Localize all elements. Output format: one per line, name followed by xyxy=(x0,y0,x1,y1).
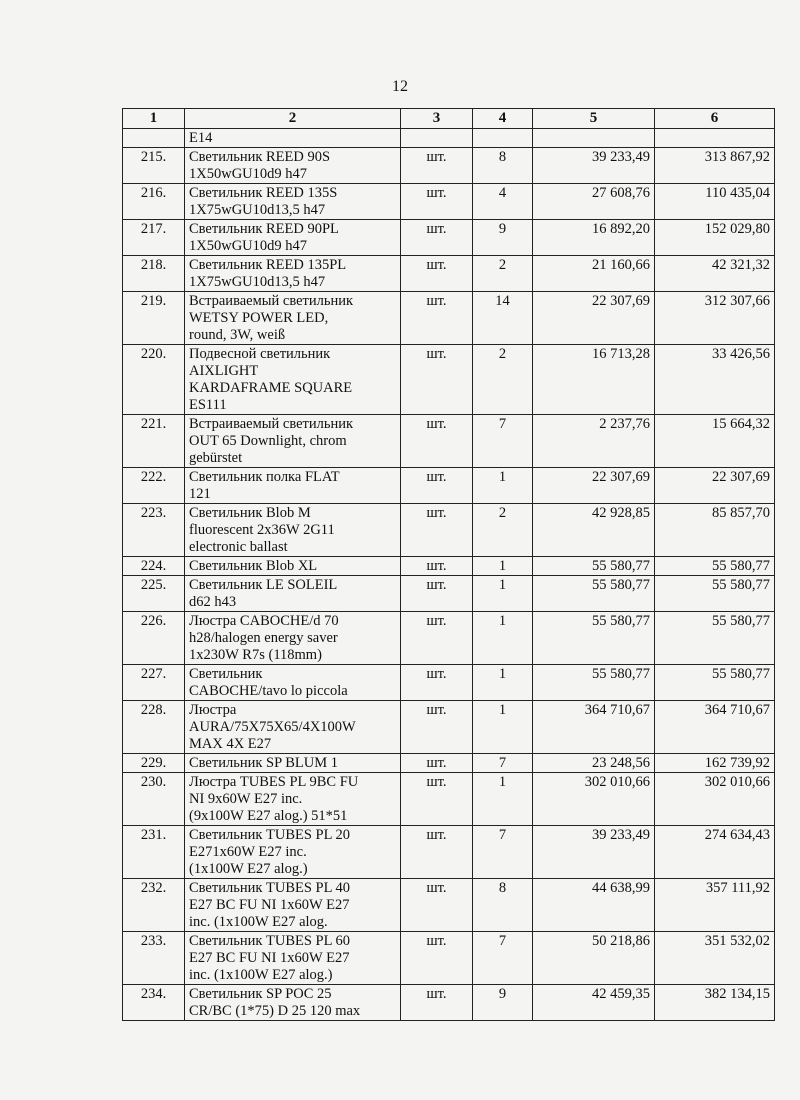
row-number-cell: 224. xyxy=(123,557,185,576)
total-cell: 22 307,69 xyxy=(655,468,775,504)
total-cell xyxy=(655,129,775,148)
table-row xyxy=(123,612,775,665)
unit-cell: шт. xyxy=(401,557,473,576)
column-header: 3 xyxy=(401,109,473,129)
unit-price-cell: 39 233,49 xyxy=(533,826,655,879)
row-number-cell: 219. xyxy=(123,292,185,345)
quantity-cell: 7 xyxy=(473,415,533,468)
row-number-cell: 228. xyxy=(123,701,185,754)
item-name-cell: E14 xyxy=(185,129,401,148)
item-name-cell: Светильник Blob XL xyxy=(185,557,401,576)
table-row xyxy=(123,665,775,701)
unit-price-cell: 27 608,76 xyxy=(533,184,655,220)
row-number-cell: 234. xyxy=(123,985,185,1021)
quantity-cell xyxy=(473,129,533,148)
quantity-cell: 1 xyxy=(473,576,533,612)
quantity-cell: 8 xyxy=(473,148,533,184)
total-cell: 364 710,67 xyxy=(655,701,775,754)
unit-cell: шт. xyxy=(401,701,473,754)
unit-cell: шт. xyxy=(401,468,473,504)
unit-price-cell: 21 160,66 xyxy=(533,256,655,292)
item-name-cell: Светильник Blob M fluorescent 2x36W 2G11 electronic ballast xyxy=(185,504,401,557)
table-row xyxy=(123,256,775,292)
unit-price-cell xyxy=(533,129,655,148)
unit-cell: шт. xyxy=(401,345,473,415)
quantity-cell: 1 xyxy=(473,701,533,754)
unit-price-cell: 2 237,76 xyxy=(533,415,655,468)
table-body xyxy=(123,129,775,1021)
page-number: 12 xyxy=(392,78,408,95)
total-cell: 382 134,15 xyxy=(655,985,775,1021)
table-row xyxy=(123,148,775,184)
quantity-cell: 2 xyxy=(473,256,533,292)
unit-cell: шт. xyxy=(401,773,473,826)
item-name-cell: Встраиваемый светильник WETSY POWER LED, round, 3W, weiß xyxy=(185,292,401,345)
table-row xyxy=(123,754,775,773)
quantity-cell: 7 xyxy=(473,754,533,773)
unit-cell: шт. xyxy=(401,184,473,220)
quantity-cell: 2 xyxy=(473,345,533,415)
row-number-cell: 232. xyxy=(123,879,185,932)
unit-cell: шт. xyxy=(401,754,473,773)
total-cell: 33 426,56 xyxy=(655,345,775,415)
unit-price-cell: 42 459,35 xyxy=(533,985,655,1021)
unit-cell: шт. xyxy=(401,576,473,612)
quantity-cell: 8 xyxy=(473,879,533,932)
unit-price-cell: 55 580,77 xyxy=(533,612,655,665)
total-cell: 162 739,92 xyxy=(655,754,775,773)
unit-cell: шт. xyxy=(401,932,473,985)
quantity-cell: 14 xyxy=(473,292,533,345)
item-name-cell: Светильник TUBES PL 40 E27 BC FU NI 1x60W E27 inc. (1x100W E27 alog. xyxy=(185,879,401,932)
row-number-cell: 226. xyxy=(123,612,185,665)
item-name-cell: Светильник REED 135PL 1X75wGU10d13,5 h47 xyxy=(185,256,401,292)
total-cell: 313 867,92 xyxy=(655,148,775,184)
unit-cell: шт. xyxy=(401,504,473,557)
unit-price-cell: 16 892,20 xyxy=(533,220,655,256)
table-row xyxy=(123,220,775,256)
total-cell: 15 664,32 xyxy=(655,415,775,468)
item-name-cell: Светильник TUBES PL 60 E27 BC FU NI 1x60W E27 inc. (1x100W E27 alog.) xyxy=(185,932,401,985)
unit-cell: шт. xyxy=(401,826,473,879)
item-name-cell: Светильник REED 90PL 1X50wGU10d9 h47 xyxy=(185,220,401,256)
item-name-cell: Подвесной светильник AIXLIGHT KARDAFRAME SQUARE ES111 xyxy=(185,345,401,415)
total-cell: 55 580,77 xyxy=(655,612,775,665)
table-row xyxy=(123,879,775,932)
table-row xyxy=(123,576,775,612)
table-row xyxy=(123,701,775,754)
total-cell: 55 580,77 xyxy=(655,665,775,701)
quantity-cell: 1 xyxy=(473,773,533,826)
quantity-cell: 9 xyxy=(473,220,533,256)
item-name-cell: Люстра CABOCHE/d 70 h28/halogen energy saver 1x230W R7s (118mm) xyxy=(185,612,401,665)
unit-cell: шт. xyxy=(401,879,473,932)
total-cell: 302 010,66 xyxy=(655,773,775,826)
column-header: 5 xyxy=(533,109,655,129)
unit-price-cell: 55 580,77 xyxy=(533,576,655,612)
table-row xyxy=(123,504,775,557)
unit-cell: шт. xyxy=(401,985,473,1021)
unit-cell: шт. xyxy=(401,292,473,345)
total-cell: 55 580,77 xyxy=(655,576,775,612)
quantity-cell: 1 xyxy=(473,665,533,701)
total-cell: 152 029,80 xyxy=(655,220,775,256)
items-table xyxy=(122,108,775,1021)
item-name-cell: Люстра TUBES PL 9BC FU NI 9x60W E27 inc. (9x100W E27 alog.) 51*51 xyxy=(185,773,401,826)
unit-price-cell: 55 580,77 xyxy=(533,665,655,701)
unit-cell: шт. xyxy=(401,665,473,701)
item-name-cell: Люстра AURA/75X75X65/4X100W MAX 4X E27 xyxy=(185,701,401,754)
table-row xyxy=(123,184,775,220)
row-number-cell: 215. xyxy=(123,148,185,184)
table-row xyxy=(123,826,775,879)
table-row xyxy=(123,932,775,985)
table-row xyxy=(123,415,775,468)
row-number-cell: 227. xyxy=(123,665,185,701)
item-name-cell: Светильник SP BLUM 1 xyxy=(185,754,401,773)
table-row xyxy=(123,345,775,415)
item-name-cell: Встраиваемый светильник OUT 65 Downlight, chrom gebürstet xyxy=(185,415,401,468)
total-cell: 110 435,04 xyxy=(655,184,775,220)
quantity-cell: 1 xyxy=(473,468,533,504)
unit-cell: шт. xyxy=(401,220,473,256)
row-number-cell: 231. xyxy=(123,826,185,879)
unit-price-cell: 16 713,28 xyxy=(533,345,655,415)
row-number-cell: 218. xyxy=(123,256,185,292)
column-header: 6 xyxy=(655,109,775,129)
total-cell: 42 321,32 xyxy=(655,256,775,292)
row-number-cell: 223. xyxy=(123,504,185,557)
row-number-cell: 233. xyxy=(123,932,185,985)
total-cell: 312 307,66 xyxy=(655,292,775,345)
row-number-cell: 221. xyxy=(123,415,185,468)
quantity-cell: 9 xyxy=(473,985,533,1021)
row-number-cell: 222. xyxy=(123,468,185,504)
column-header: 2 xyxy=(185,109,401,129)
row-number-cell: 229. xyxy=(123,754,185,773)
table-row xyxy=(123,292,775,345)
table-row xyxy=(123,129,775,148)
quantity-cell: 7 xyxy=(473,826,533,879)
item-name-cell: Светильник полка FLAT 121 xyxy=(185,468,401,504)
table-row xyxy=(123,773,775,826)
table-row xyxy=(123,985,775,1021)
total-cell: 274 634,43 xyxy=(655,826,775,879)
unit-price-cell: 44 638,99 xyxy=(533,879,655,932)
unit-price-cell: 302 010,66 xyxy=(533,773,655,826)
unit-cell xyxy=(401,129,473,148)
unit-price-cell: 39 233,49 xyxy=(533,148,655,184)
item-name-cell: Светильник LE SOLEIL d62 h43 xyxy=(185,576,401,612)
item-name-cell: Светильник SP POC 25 CR/BC (1*75) D 25 120 max xyxy=(185,985,401,1021)
total-cell: 85 857,70 xyxy=(655,504,775,557)
total-cell: 357 111,92 xyxy=(655,879,775,932)
unit-price-cell: 22 307,69 xyxy=(533,292,655,345)
item-name-cell: Светильник REED 135S 1X75wGU10d13,5 h47 xyxy=(185,184,401,220)
quantity-cell: 1 xyxy=(473,612,533,665)
quantity-cell: 4 xyxy=(473,184,533,220)
quantity-cell: 2 xyxy=(473,504,533,557)
unit-cell: шт. xyxy=(401,148,473,184)
quantity-cell: 7 xyxy=(473,932,533,985)
unit-cell: шт. xyxy=(401,415,473,468)
unit-price-cell: 55 580,77 xyxy=(533,557,655,576)
item-name-cell: Светильник TUBES PL 20 E271x60W E27 inc. (1x100W E27 alog.) xyxy=(185,826,401,879)
unit-price-cell: 42 928,85 xyxy=(533,504,655,557)
table-row xyxy=(123,468,775,504)
column-header: 1 xyxy=(123,109,185,129)
row-number-cell xyxy=(123,129,185,148)
table-header-row xyxy=(123,109,775,129)
quantity-cell: 1 xyxy=(473,557,533,576)
unit-price-cell: 23 248,56 xyxy=(533,754,655,773)
row-number-cell: 230. xyxy=(123,773,185,826)
row-number-cell: 216. xyxy=(123,184,185,220)
unit-cell: шт. xyxy=(401,612,473,665)
row-number-cell: 217. xyxy=(123,220,185,256)
unit-cell: шт. xyxy=(401,256,473,292)
total-cell: 351 532,02 xyxy=(655,932,775,985)
row-number-cell: 225. xyxy=(123,576,185,612)
unit-price-cell: 22 307,69 xyxy=(533,468,655,504)
column-header: 4 xyxy=(473,109,533,129)
unit-price-cell: 364 710,67 xyxy=(533,701,655,754)
unit-price-cell: 50 218,86 xyxy=(533,932,655,985)
item-name-cell: Светильник CABOCHE/tavo lo piccola xyxy=(185,665,401,701)
row-number-cell: 220. xyxy=(123,345,185,415)
item-name-cell: Светильник REED 90S 1X50wGU10d9 h47 xyxy=(185,148,401,184)
table-row xyxy=(123,557,775,576)
total-cell: 55 580,77 xyxy=(655,557,775,576)
